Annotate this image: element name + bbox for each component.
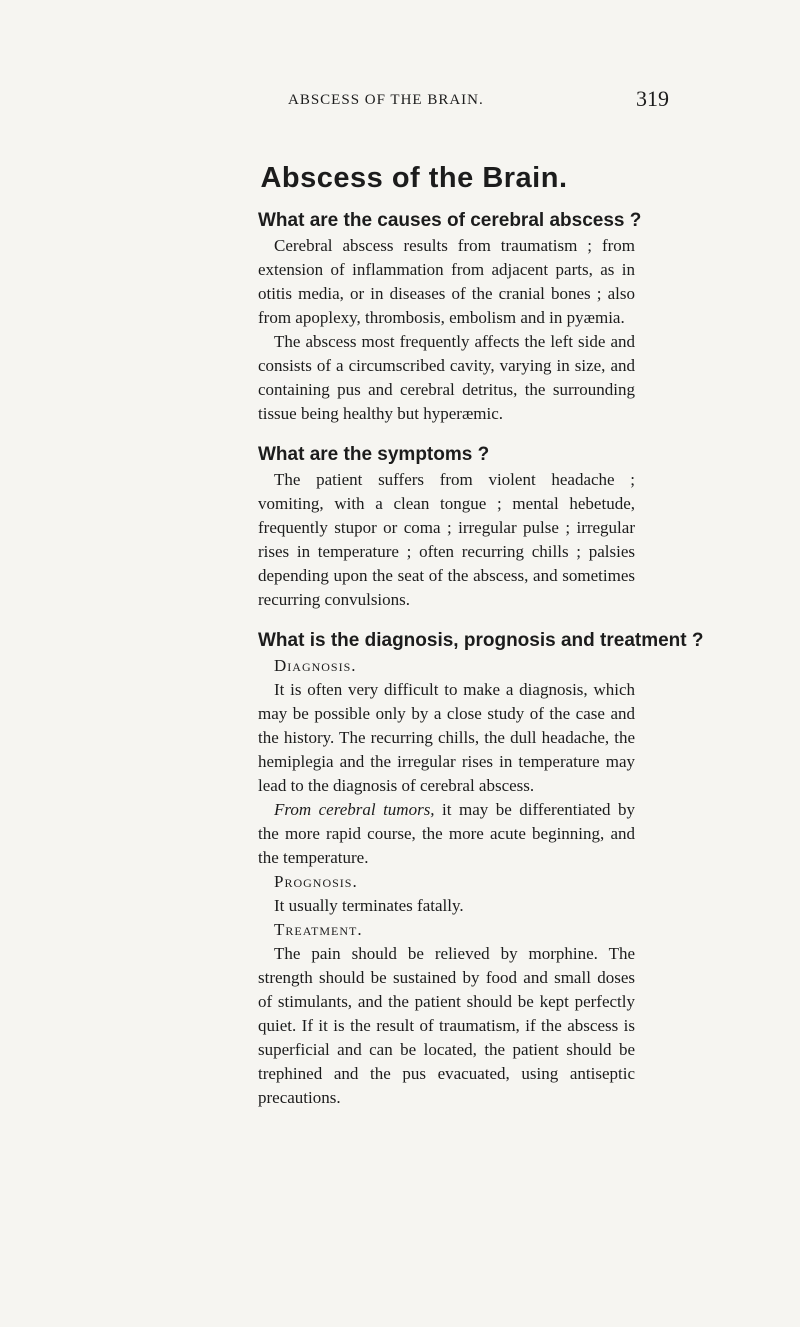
differential-text: it may be differentiated by the more rapid course, the more acute beginning, and the temperature. xyxy=(258,800,635,867)
diagnosis-heading: Diagnosis. xyxy=(274,656,357,675)
paragraph-treatment: The pain should be relieved by morphine. The strength should be sustained by food and small doses of stimulants, and the patient should be kept perfectly quiet. If it is the result of traumatism, if the abscess is superficial and can be located, the patient should be trephined and the pus evacuated, using antiseptic precautions. xyxy=(258,944,635,1107)
question-causes: What are the causes of cerebral abscess ? xyxy=(258,210,642,231)
article-title: Abscess of the Brain. xyxy=(260,162,568,194)
treatment-heading: Treatment. xyxy=(274,920,363,939)
question-symptoms: What are the symptoms ? xyxy=(258,444,490,465)
differential-italic: From cerebral tumors, xyxy=(274,800,435,819)
question-diagnosis: What is the diagnosis, prognosis and treatment ? xyxy=(258,630,704,651)
article-body xyxy=(258,208,704,1110)
paragraph-causes-2: The abscess most frequently affects the left side and consists of a circumscribed cavity, varying in size, and containing pus and cerebral detritus, the surrounding tissue being healthy but hyperæmic. xyxy=(258,332,635,423)
page-number: 319 xyxy=(636,86,669,111)
paragraph-differential xyxy=(258,798,635,870)
running-head: ABSCESS OF THE BRAIN. xyxy=(288,92,484,108)
paragraph-causes-1: Cerebral abscess results from traumatism ; from extension of inflammation from adjacent parts, as in otitis media, or in diseases of the cranial bones ; also from apoplexy, thrombosis, embolism and in pyæmia. xyxy=(258,236,635,327)
prognosis-heading: Prognosis. xyxy=(274,872,358,891)
paragraph-diagnosis: It is often very difficult to make a diagnosis, which may be possible only by a close study of the case and the history. The recurring chills, the dull headache, the hemiplegia and the irregular rises in temperature may lead to the diagnosis of cerebral abscess. xyxy=(258,680,635,795)
paragraph-prognosis: It usually terminates fatally. xyxy=(274,896,464,915)
paragraph-symptoms: The patient suffers from violent headache ; vomiting, with a clean tongue ; mental hebetude, frequently stupor or coma ; irregular pulse ; irregular rises in temperature ; often recurring chills ; palsies depending upon the seat of the abscess, and sometimes recurring convulsions. xyxy=(258,470,635,609)
